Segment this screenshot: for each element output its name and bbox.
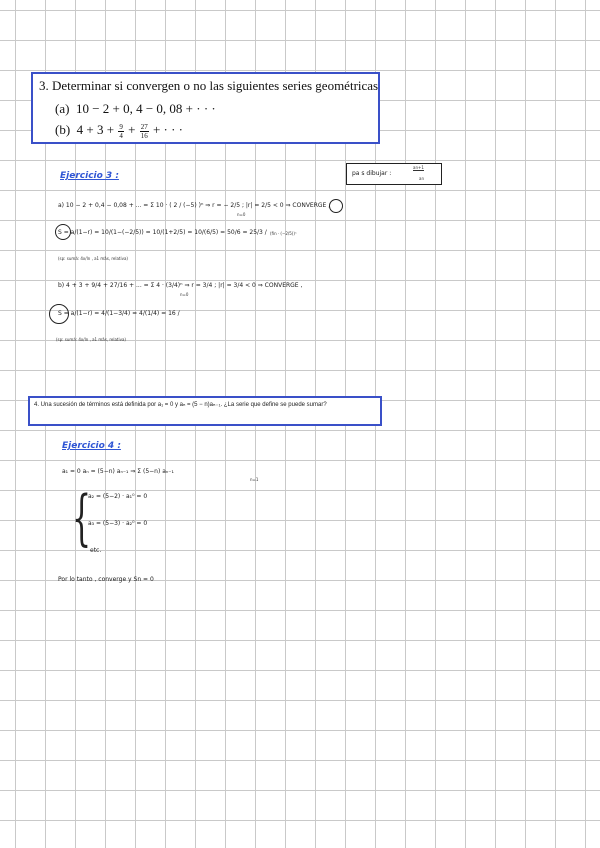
ej3-a-sigma-sub: n=0 xyxy=(237,212,246,217)
item-b-expression-start: 4 + 3 + xyxy=(76,122,115,137)
brace: { xyxy=(72,483,92,553)
ejercicio-3-heading: Ejercicio 3 : xyxy=(60,171,119,181)
problem-4-box xyxy=(28,396,382,426)
ej3-b-sum-line: S = a/(1−r) = 4/(1−3/4) = 4/(1/4) = 16 / xyxy=(58,310,180,317)
ej3-b-line: b) 4 + 3 + 9/4 + 27/16 + ... = Σ 4 · (3/4)ⁿ ⇒ r = 3/4 ; |r| = 3/4 < 0 ⇒ CONVERGE , xyxy=(58,282,303,289)
ej3-b-small-note: (sp: sumá: 4x/ln , a1 mãs, relativa) xyxy=(56,337,126,342)
ej4-line-1-sub: n=1 xyxy=(250,477,259,482)
item-b-fraction-1: $\frac{9}{4}$ xyxy=(119,122,123,140)
item-b-label: (b) xyxy=(55,122,71,137)
ej4-conclusion: Por lo tanto , converge y Sn = 0 xyxy=(58,576,154,583)
problem-4-text: 4. Una sucesión de términos está definida por a₁ = 0 y aₙ = (5 − n)aₙ₋₁. ¿La serie que define se puede sumar? xyxy=(34,402,327,408)
ej4-line-2: a₂ = (5−2) · a₁⁰ = 0 xyxy=(88,493,148,500)
problem-3-item-a xyxy=(55,101,216,117)
ej3-a-line: a) 10 − 2 + 0,4 − 0,08 + ... = Σ 10 · ( 2 / (−5) )ⁿ ⇒ r = − 2/5 ; |r| = 2/5 < 0 ⇒ CONVERGE , xyxy=(58,202,331,209)
hint-fraction-num: an+1 xyxy=(413,165,424,170)
s-circle-b xyxy=(49,304,69,324)
ej3-b-sigma-sub: n=0 xyxy=(180,292,189,297)
ejercicio-4-heading: Ejercicio 4 : xyxy=(62,441,121,451)
item-a-label: (a) xyxy=(55,101,70,116)
problem-3-box xyxy=(31,72,380,144)
ej4-line-4: etc. xyxy=(90,547,102,554)
item-b-fraction-2: $\frac{27}{16}$ xyxy=(140,122,148,140)
hint-box xyxy=(346,163,442,185)
ej4-line-1: a₁ = 0 aₙ = (5−n) aₙ₋₁ ⇒ Σ (5−n) aₙ₋₁ xyxy=(62,468,174,475)
problem-3-title: 3. Determinar si convergen o no las siguientes series geométricas xyxy=(39,78,379,93)
ej3-a-sum-line: S = a/(1−r) = 10/(1−(−2/5)) = 10/(1+2/5) = 10/(6/5) = 50/6 = 25/3 / xyxy=(58,229,267,236)
ej4-line-3: a₃ = (5−3) · a₂⁰ = 0 xyxy=(88,520,148,527)
item-b-plus: + xyxy=(128,122,136,137)
r-circle xyxy=(329,199,343,213)
problem-3-item-b xyxy=(55,122,183,140)
ej3-a-note: (fin · (−2/5))ⁿ xyxy=(270,231,297,236)
item-b-tail: + · · · xyxy=(152,122,184,137)
ej3-a-small-note: (sp: sumá: 4x/ln , a1 mãs, relativa) xyxy=(58,256,128,261)
hint-text: pa s dibujar : xyxy=(352,170,392,177)
item-a-expression: 10 − 2 + 0, 4 − 0, 08 + · · · xyxy=(75,101,216,116)
s-circle-a xyxy=(55,224,71,240)
hint-fraction-den: an xyxy=(419,176,424,181)
